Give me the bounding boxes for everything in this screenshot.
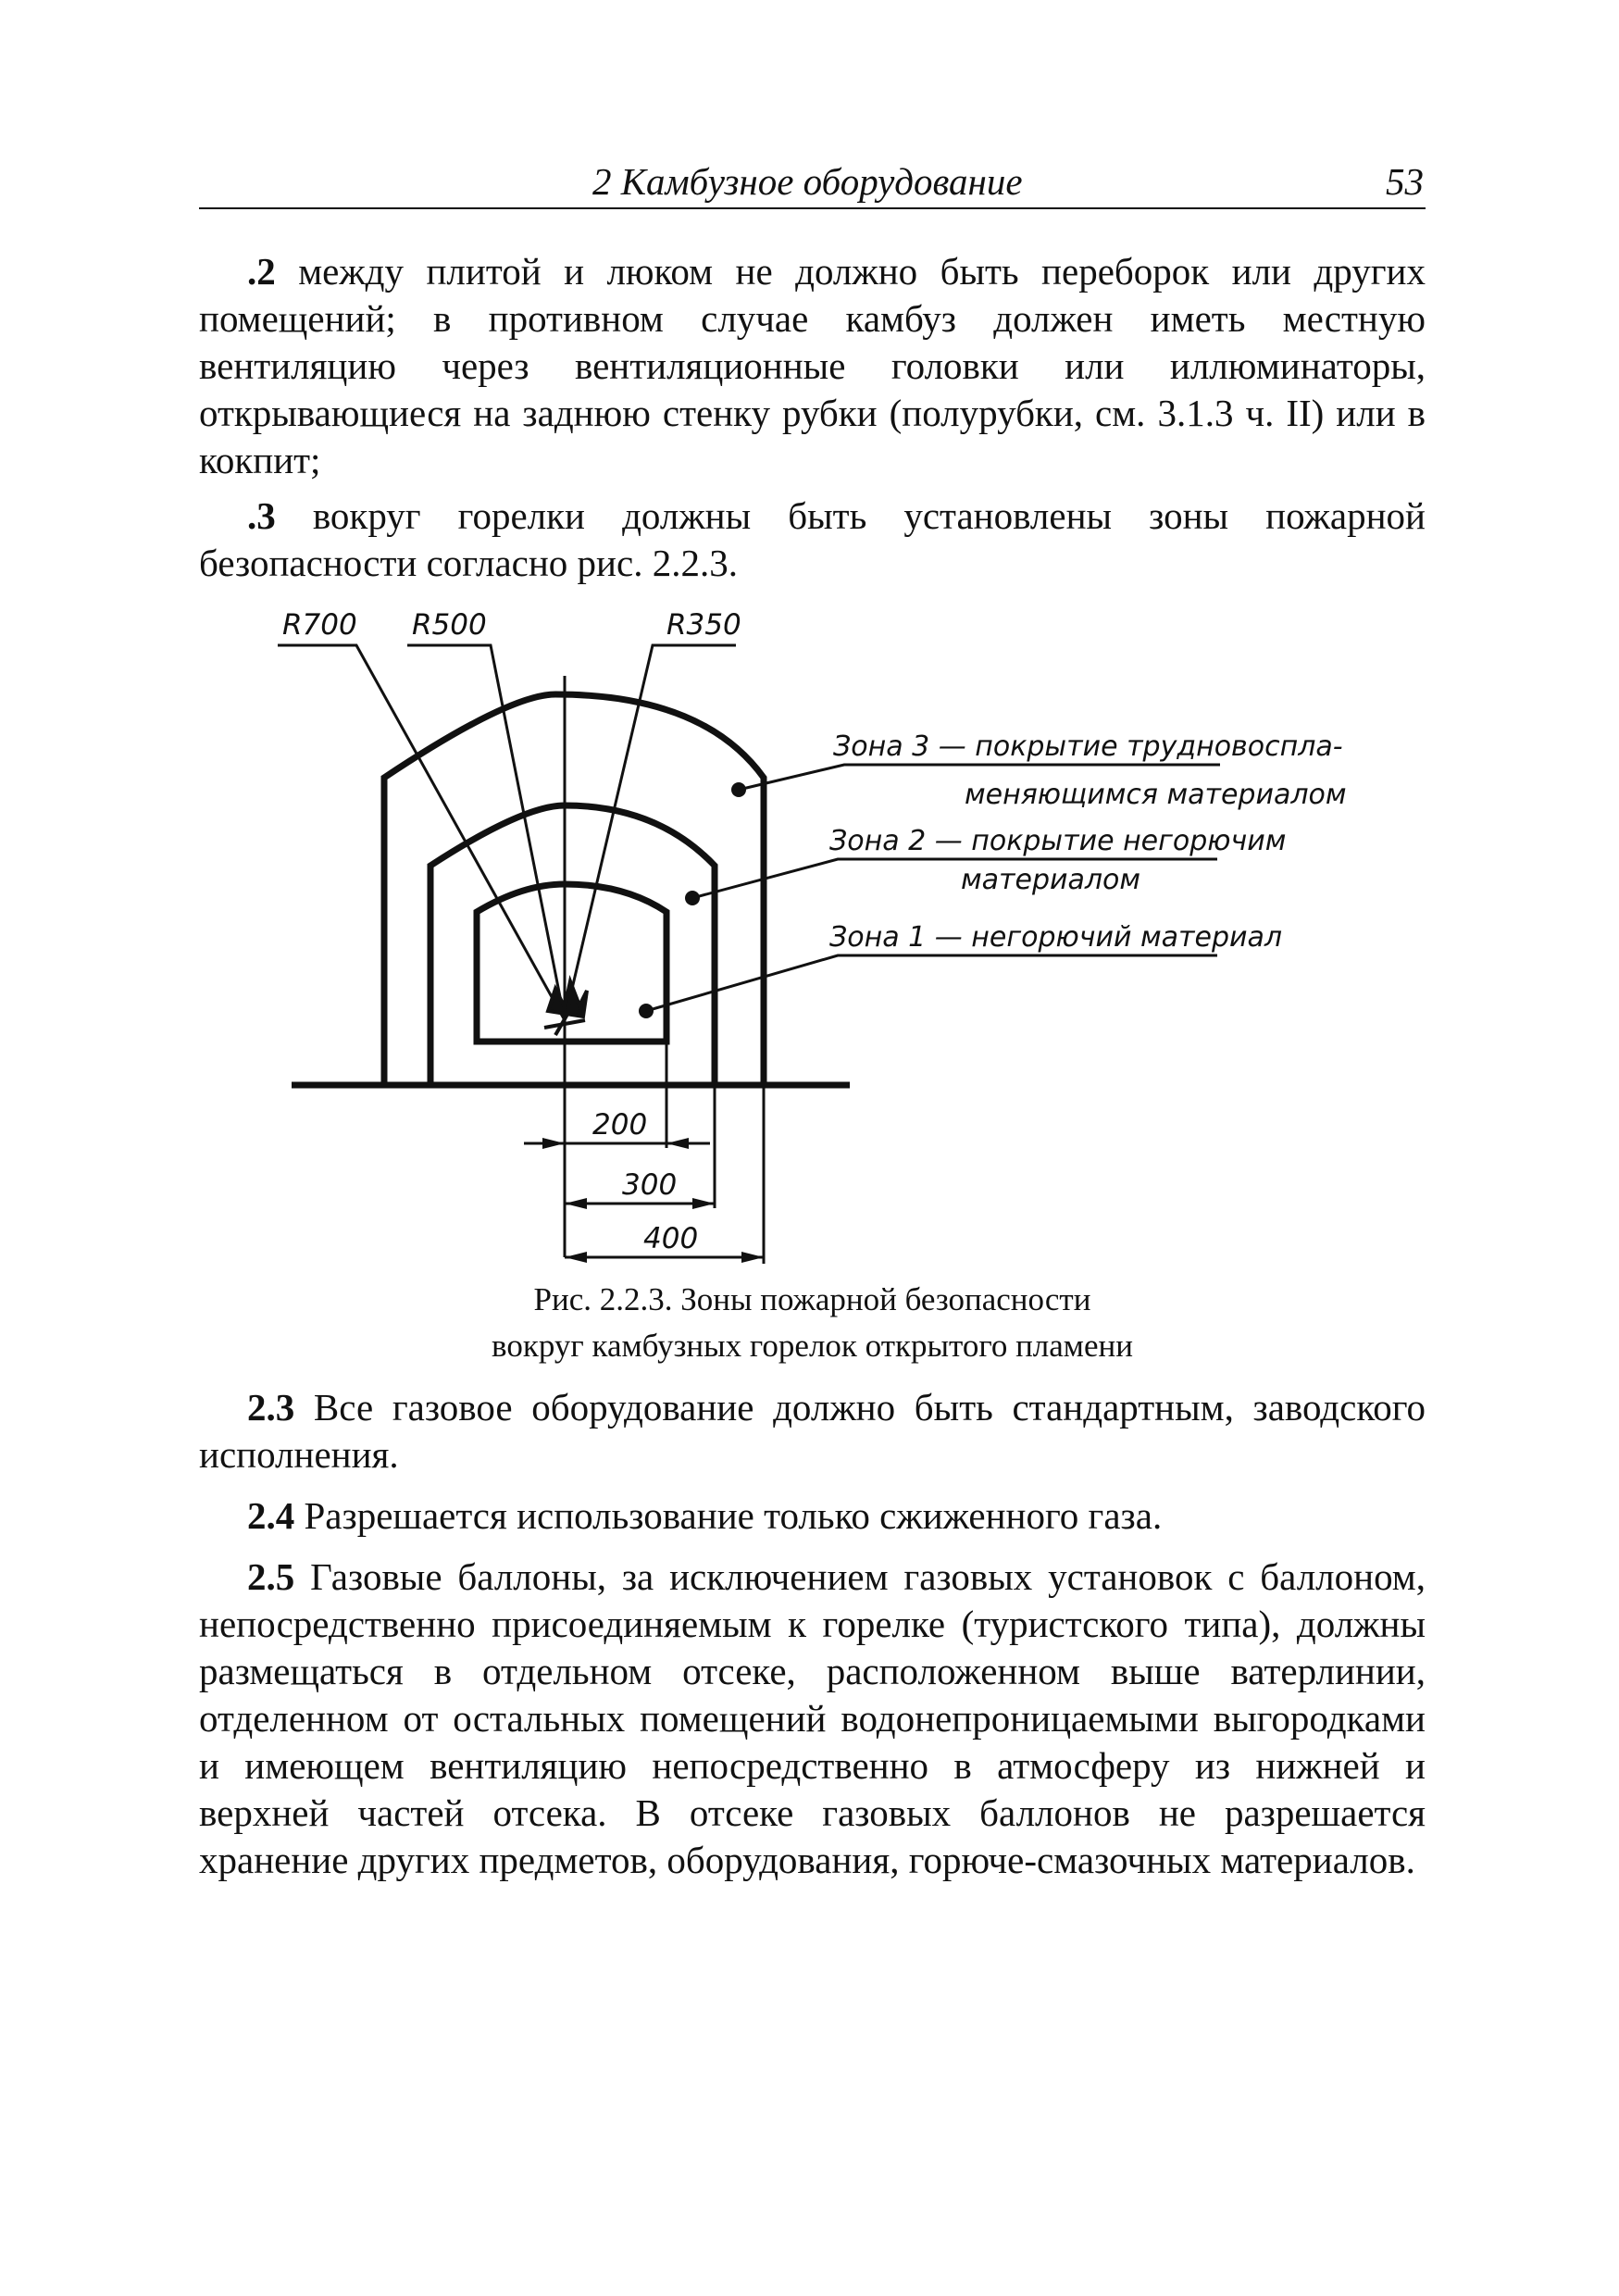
text-block-top xyxy=(199,248,1426,587)
paragraph-2-4 xyxy=(199,1492,1426,1540)
dimension-200: 200 xyxy=(592,1108,648,1142)
zone-2-label-line2: материалом xyxy=(961,864,1141,896)
dimension-300: 300 xyxy=(622,1168,678,1202)
dim-arrow xyxy=(542,1138,565,1149)
figure-caption xyxy=(199,1277,1426,1369)
paragraph-text: Газовые баллоны, за исключением газовых установок с баллоном, непосредственно присоединяемым к горелке (туристского типа), должны размещаться в отдельном отсеке, расположенном выше ватерлинии, отделенном от остальных помещений водонепроницаемыми выгородками и имеющем вентиляцию непосредственно в атмосферу из нижней и верхней частей отсека. В отсеке газовых баллонов не разрешается хранение других предметов, оборудования, горюче-смазочных материалов. xyxy=(199,1555,1426,1881)
radius-label-r500: R500 xyxy=(412,608,487,642)
zone-1-label-line1: Зона 1 — негорючий материал xyxy=(829,921,1283,954)
zone-1-leader xyxy=(646,955,1217,1011)
running-head xyxy=(199,156,1426,209)
text-block-bottom xyxy=(199,1384,1426,1884)
paragraph-text: между плитой и люком не должно быть переборок или других помещений; в противном случае камбуз должен иметь местную вентиляцию через вентиляционные головки или иллюминаторы, открывающиеся на заднюю стенку рубки (полурубки, см. 3.1.3 ч. II) или в кокпит; xyxy=(199,250,1426,481)
zone-3-outline xyxy=(384,694,764,1085)
radius-label-r350: R350 xyxy=(666,608,741,642)
r350-leader xyxy=(565,645,736,1020)
item-number: .2 xyxy=(247,250,276,293)
dim-arrow xyxy=(666,1138,689,1149)
paragraph-2-5 xyxy=(199,1554,1426,1884)
dimension-400: 400 xyxy=(643,1222,699,1255)
paragraph-item-3 xyxy=(199,493,1426,587)
zone-3-label-line2: меняющимся материалом xyxy=(965,779,1347,811)
chapter-title: 2 Камбузное оборудование xyxy=(592,160,1023,203)
paragraph-text: Все газовое оборудование должно быть стандартным, заводского исполнения. xyxy=(199,1386,1426,1476)
paragraph-text: вокруг горелки должны быть установлены зоны пожарной безопасности согласно рис. 2.2.3. xyxy=(199,494,1426,584)
radius-label-r700: R700 xyxy=(282,608,357,642)
dim-arrow xyxy=(565,1198,587,1209)
zone-2-label-line1: Зона 2 — покрытие негорючим xyxy=(829,825,1287,857)
dim-arrow xyxy=(692,1198,715,1209)
caption-line-1: Рис. 2.2.3. Зоны пожарной безопасности xyxy=(533,1281,1091,1317)
paragraph-2-3 xyxy=(199,1384,1426,1479)
item-number: .3 xyxy=(247,494,276,537)
zone-3-label-line1: Зона 3 — покрытие трудновоспла- xyxy=(833,730,1343,763)
item-number: 2.3 xyxy=(247,1386,295,1429)
fire-zone-diagram xyxy=(278,593,1347,1259)
page-number: 53 xyxy=(1386,160,1424,203)
item-number: 2.4 xyxy=(247,1494,295,1537)
paragraph-item-2 xyxy=(199,248,1426,484)
item-number: 2.5 xyxy=(247,1555,295,1598)
dim-arrow xyxy=(565,1252,587,1263)
zone-1-outline xyxy=(477,884,666,1042)
caption-line-2: вокруг камбузных горелок открытого пламени xyxy=(492,1328,1133,1364)
paragraph-text: Разрешается использование только сжиженного газа. xyxy=(294,1494,1163,1537)
dim-arrow xyxy=(741,1252,764,1263)
